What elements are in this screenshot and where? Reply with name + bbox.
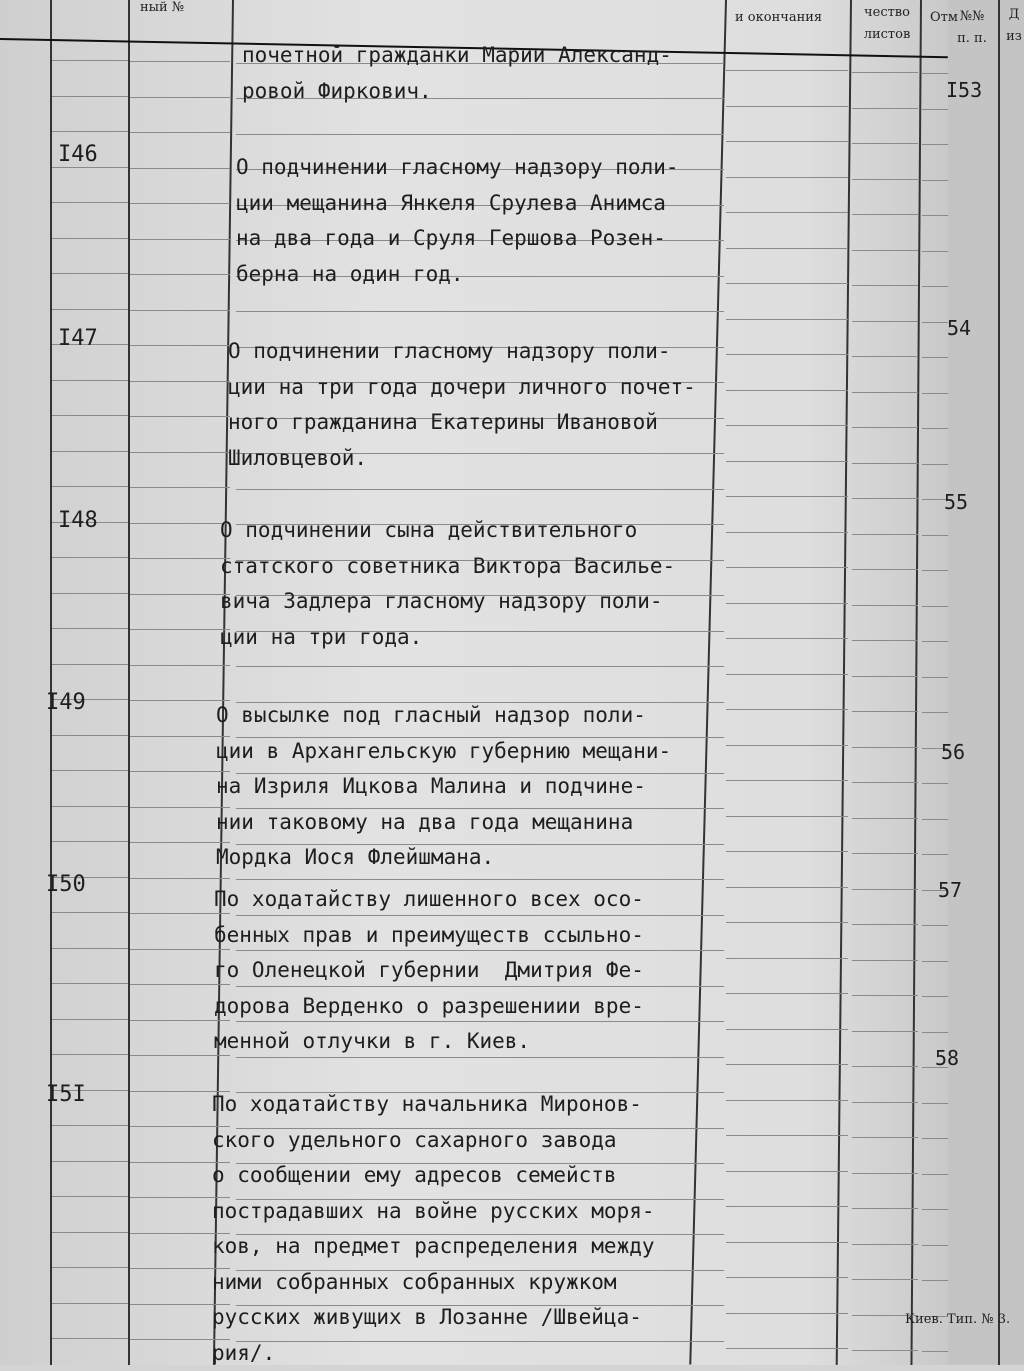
ruled-line [52, 1161, 128, 1162]
text-line: ними собранных собранных кружком [212, 1265, 655, 1301]
ruled-line [236, 879, 724, 880]
ruled-line [922, 144, 948, 145]
ruled-line [922, 606, 948, 607]
ruled-line [852, 1066, 918, 1067]
text-line: на два года и Сруля Гершова Розен- [236, 221, 679, 257]
ruled-line [852, 747, 918, 748]
text-line: почетной гражданки Марии Александ- [242, 38, 672, 74]
ruled-line [852, 1031, 918, 1032]
ruled-line [52, 983, 128, 984]
printer-imprint: Киев. Тип. № 3. [905, 1312, 1010, 1327]
ruled-line [130, 558, 230, 559]
header-notes: Отм [930, 10, 958, 25]
ruled-line [130, 274, 230, 275]
continuation-text [242, 38, 672, 109]
ruled-line [726, 532, 848, 533]
ruled-line [852, 321, 918, 322]
ruled-line [922, 712, 948, 713]
page-number: 54 [947, 316, 971, 340]
ruled-line [726, 425, 848, 426]
ruled-line [726, 390, 848, 391]
ruled-line [726, 567, 848, 568]
text-line: русских живущих в Лозанне /Швейца- [212, 1300, 655, 1336]
ruled-line [52, 1303, 128, 1304]
ruled-line [52, 628, 128, 629]
page-number: 55 [944, 490, 968, 514]
entry-text [228, 334, 696, 476]
ruled-line [922, 854, 948, 855]
ruled-line [726, 1348, 848, 1349]
ruled-line [852, 960, 918, 961]
column-divider [998, 0, 1000, 1365]
text-line: Шиловцевой. [228, 441, 696, 477]
ruled-line [852, 1173, 918, 1174]
ruled-line [852, 924, 918, 925]
ruled-line [922, 819, 948, 820]
entry-number: I49 [46, 690, 86, 715]
ruled-line [852, 782, 918, 783]
ruled-line [130, 168, 230, 169]
page-number: 56 [941, 740, 965, 764]
ruled-line [922, 961, 948, 962]
ruled-line [922, 925, 948, 926]
text-line: ции на три года. [220, 620, 675, 656]
ruled-line [52, 1125, 128, 1126]
ruled-line [726, 1313, 848, 1314]
ruled-line [52, 664, 128, 665]
ruled-line [130, 239, 230, 240]
ruled-line [922, 109, 948, 110]
ruled-line [852, 640, 918, 641]
page-number: 58 [935, 1046, 959, 1070]
ruled-line [852, 285, 918, 286]
ruled-line [726, 177, 848, 178]
text-line: По ходатайству лишенного всех осо- [214, 882, 644, 918]
text-line: Мордка Иося Флейшмана. [216, 840, 671, 876]
ruled-line [852, 143, 918, 144]
ruled-line [726, 461, 848, 462]
ruled-line [130, 736, 230, 737]
text-line: ции в Архангельскую губернию мещани- [216, 734, 671, 770]
text-line: статского советника Виктора Василье- [220, 549, 675, 585]
ruled-line [52, 96, 128, 97]
ruled-line [236, 666, 724, 667]
ruled-line [922, 1032, 948, 1033]
ruled-line [130, 807, 230, 808]
ruled-line [726, 603, 848, 604]
ruled-line [726, 1100, 848, 1101]
ruled-line [726, 319, 848, 320]
ruled-line [130, 203, 230, 204]
ruled-line [726, 106, 848, 107]
ruled-line [52, 557, 128, 558]
ruled-line [130, 310, 230, 311]
text-line: ков, на предмет распределения между [212, 1229, 655, 1265]
ruled-line [922, 1103, 948, 1104]
ruled-line [852, 1208, 918, 1209]
text-line: менной отлучки в г. Киев. [214, 1024, 644, 1060]
ruled-line [726, 212, 848, 213]
ruled-line [852, 427, 918, 428]
text-line: О подчинении гласному надзору поли- [228, 334, 696, 370]
ruled-line [922, 1174, 948, 1175]
ruled-line [130, 416, 230, 417]
ruled-line [52, 1054, 128, 1055]
ruled-line [852, 569, 918, 570]
ruled-line [852, 1102, 918, 1103]
ruled-line [52, 1232, 128, 1233]
entry-text [220, 513, 675, 655]
ruled-line [130, 97, 230, 98]
ruled-line [726, 993, 848, 994]
ruled-line [922, 1209, 948, 1210]
ruled-line [130, 487, 230, 488]
ruled-line [922, 428, 948, 429]
ruled-line [726, 354, 848, 355]
ruled-line [852, 214, 918, 215]
ruled-line [52, 60, 128, 61]
ruled-line [726, 248, 848, 249]
ruled-line [852, 392, 918, 393]
ruled-line [726, 816, 848, 817]
header-pp: №№ п. п. [952, 6, 992, 50]
right-page [948, 0, 1024, 1365]
ruled-line [130, 345, 230, 346]
ruled-line [922, 996, 948, 997]
ruled-line [52, 486, 128, 487]
ruled-line [922, 1245, 948, 1246]
ruled-line [922, 1280, 948, 1281]
ruled-line [726, 780, 848, 781]
ruled-line [726, 496, 848, 497]
text-line: ного гражданина Екатерины Ивановой [228, 405, 696, 441]
ruled-line [922, 677, 948, 678]
text-line: По ходатайству начальника Миронов- [212, 1087, 655, 1123]
ruled-line [52, 273, 128, 274]
text-line: ровой Фиркович. [242, 74, 672, 110]
ruled-line [726, 958, 848, 959]
entry-text [212, 1087, 655, 1371]
ruled-line [852, 1350, 918, 1351]
ruled-line [130, 878, 230, 879]
ruled-line [726, 1171, 848, 1172]
ruled-line [52, 735, 128, 736]
text-line: дорова Верденко о разрешениии вре- [214, 989, 644, 1025]
text-line: бенных прав и преимуществ ссыльно- [214, 918, 644, 954]
ruled-line [726, 1064, 848, 1065]
ruled-line [130, 700, 230, 701]
ruled-line [52, 806, 128, 807]
text-line: ции на три года дочери личного почет- [228, 370, 696, 406]
ruled-line [726, 851, 848, 852]
text-line: нии таковому на два года мещанина [216, 805, 671, 841]
text-line: пострадавших на войне русских моря- [212, 1194, 655, 1230]
header-dates: и окончания [735, 10, 822, 25]
ruled-line [726, 1135, 848, 1136]
ruled-line [726, 283, 848, 284]
ruled-line [130, 665, 230, 666]
ruled-line [236, 134, 724, 135]
ruled-line [52, 380, 128, 381]
ruled-line [726, 674, 848, 675]
ruled-line [922, 180, 948, 181]
ruled-line [52, 912, 128, 913]
ruled-line [922, 322, 948, 323]
header-sheets: чество листов [858, 2, 916, 46]
text-line: на Изриля Ицкова Малина и подчине- [216, 769, 671, 805]
page-number: I53 [946, 78, 982, 102]
entry-number: I50 [46, 872, 86, 897]
ruled-line [726, 1029, 848, 1030]
ruled-line [922, 251, 948, 252]
ruled-line [52, 770, 128, 771]
ruled-line [922, 393, 948, 394]
ruled-line [130, 842, 230, 843]
ruled-line [922, 464, 948, 465]
ruled-line [726, 1277, 848, 1278]
ruled-line [852, 1279, 918, 1280]
ruled-line [852, 889, 918, 890]
ruled-line [726, 1242, 848, 1243]
header-number: ный № [140, 0, 184, 15]
ruled-line [726, 709, 848, 710]
ruled-line [852, 72, 918, 73]
ruled-line [852, 534, 918, 535]
ruled-line [52, 1196, 128, 1197]
ruled-line [130, 523, 230, 524]
ruled-line [852, 1137, 918, 1138]
ruled-line [726, 70, 848, 71]
entry-number: I46 [58, 142, 98, 167]
ruled-line [852, 179, 918, 180]
ruled-line [852, 605, 918, 606]
text-line: О подчинении сына действительного [220, 513, 675, 549]
ruled-line [922, 1351, 948, 1352]
ruled-line [726, 638, 848, 639]
entry-text [214, 882, 644, 1060]
ruled-line [52, 841, 128, 842]
ruled-line [52, 202, 128, 203]
ruled-line [52, 309, 128, 310]
entry-text [216, 698, 671, 876]
text-line: ского удельного сахарного завода [212, 1123, 655, 1159]
ruled-line [922, 641, 948, 642]
ruled-line [130, 452, 230, 453]
ruled-line [726, 1206, 848, 1207]
ruled-line [52, 1019, 128, 1020]
ruled-line [852, 1244, 918, 1245]
ruled-line [852, 463, 918, 464]
ruled-line [922, 286, 948, 287]
ruled-line [52, 593, 128, 594]
entry-number: I5I [46, 1082, 86, 1107]
ruled-line [130, 381, 230, 382]
ruled-line [852, 995, 918, 996]
ruled-line [852, 711, 918, 712]
ruled-line [852, 498, 918, 499]
entry-number: I48 [58, 508, 98, 533]
text-line: О высылке под гласный надзор поли- [216, 698, 671, 734]
ruled-line [852, 108, 918, 109]
column-divider [128, 0, 130, 1365]
ruled-line [922, 783, 948, 784]
ruled-line [922, 570, 948, 571]
ruled-line [922, 1138, 948, 1139]
ruled-line [726, 922, 848, 923]
text-line: вича Задлера гласному надзору поли- [220, 584, 675, 620]
ruled-line [52, 948, 128, 949]
ruled-line [852, 818, 918, 819]
ruled-line [236, 311, 724, 312]
ruled-line [52, 131, 128, 132]
ruled-line [726, 141, 848, 142]
text-line: о сообщении ему адресов семейств [212, 1158, 655, 1194]
ruled-line [922, 357, 948, 358]
ruled-line [726, 745, 848, 746]
entry-text [236, 150, 679, 292]
ruled-line [130, 132, 230, 133]
ruled-line [726, 887, 848, 888]
text-line: го Оленецкой губернии Дмитрия Фе- [214, 953, 644, 989]
ruled-line [852, 676, 918, 677]
ruled-line [130, 629, 230, 630]
ruled-line [52, 451, 128, 452]
ruled-line [130, 61, 230, 62]
text-line: берна на один год. [236, 257, 679, 293]
ruled-line [852, 250, 918, 251]
ruled-line [130, 771, 230, 772]
header-last: Д из [1005, 4, 1023, 48]
ruled-line [130, 594, 230, 595]
text-line: ции мещанина Янкеля Срулева Анимса [236, 186, 679, 222]
ruled-line [922, 535, 948, 536]
page-number: 57 [938, 878, 962, 902]
ruled-line [922, 215, 948, 216]
ruled-line [52, 1267, 128, 1268]
ruled-line [922, 73, 948, 74]
ruled-line [852, 853, 918, 854]
text-line: рия/. [212, 1336, 655, 1371]
ruled-line [52, 415, 128, 416]
ruled-line [236, 489, 724, 490]
ruled-line [52, 238, 128, 239]
text-line: О подчинении гласному надзору поли- [236, 150, 679, 186]
entry-number: I47 [58, 326, 98, 351]
ruled-line [52, 1338, 128, 1339]
ruled-line [852, 356, 918, 357]
